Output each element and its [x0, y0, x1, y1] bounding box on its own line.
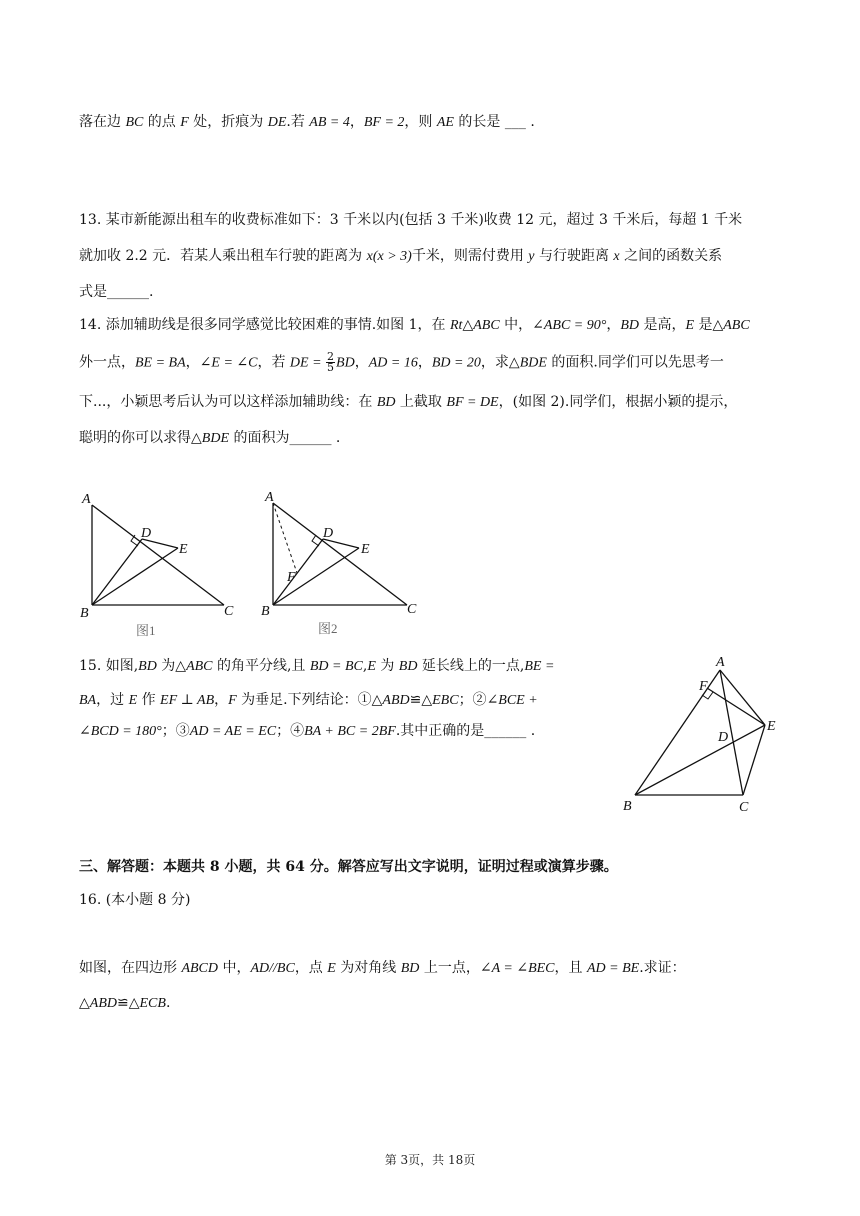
figure-2-caption: 图2 [318, 621, 338, 636]
q16-line-2 [79, 993, 170, 1014]
math: BC [125, 115, 144, 130]
text: 作 [137, 692, 161, 708]
vertex-E: E [179, 542, 188, 557]
q13-line-1 [79, 210, 742, 230]
math: y [528, 249, 535, 264]
text: △ [79, 995, 90, 1011]
math: AE [436, 115, 454, 130]
vertex-C: C [407, 602, 417, 617]
text: ，则 [404, 114, 437, 130]
text: ， [417, 354, 432, 371]
fraction [326, 352, 335, 373]
text: ， [214, 692, 229, 708]
math: BD [398, 659, 418, 674]
text: 是△ [694, 317, 724, 333]
math: E [128, 693, 138, 708]
math: ABD [89, 996, 117, 1011]
math: BDE [519, 355, 547, 371]
q14-line-2 [79, 352, 724, 374]
math: ∠ABC = 90° [532, 318, 607, 333]
text: 14. 添加辅助线是很多同学感觉比较困难的事情.如图 1，在 [79, 317, 450, 333]
math: BD [376, 395, 396, 410]
q15-line-3 [79, 721, 535, 742]
text: 为 [375, 658, 399, 674]
text: 聪明的你可以求得△ [79, 430, 202, 446]
text: ≌△ [409, 692, 433, 708]
math: AD = BE [586, 961, 640, 976]
math: ABC [473, 318, 500, 333]
math: BE = [524, 659, 555, 674]
text: 为△ [156, 658, 187, 674]
text: 的点 [143, 114, 181, 130]
fraction-denominator: 5 [327, 361, 335, 374]
text: 为垂足.下列结论：①△ [236, 692, 383, 708]
text: ， [185, 354, 200, 371]
text: 处，折痕为 [188, 114, 268, 130]
math: AD//BC [250, 961, 295, 976]
text: 为对角线 [335, 960, 401, 976]
text: ≌△ [117, 995, 140, 1011]
text: ， [354, 354, 369, 371]
vertex-D: D [718, 730, 729, 745]
math: BE = BA [135, 355, 186, 371]
text: .若 [286, 114, 310, 130]
q13-line-2 [79, 246, 722, 267]
math: ABC [723, 318, 750, 333]
math: BA + BC = 2BF [304, 724, 396, 739]
math: AD = AE = EC [189, 724, 277, 739]
text: △ [462, 317, 474, 333]
text: ， [606, 317, 621, 333]
math: x [613, 249, 620, 264]
text: 的面积为______ . [229, 430, 341, 446]
text: 13. 某市新能源出租车的收费标准如下：3 千米以内(包括 3 千米)收费 12 元，超过 3 千米后，每超 1 千米 [79, 212, 743, 228]
math: BF = 2 [363, 115, 405, 130]
vertex-B: B [80, 606, 89, 621]
math: BD [138, 659, 157, 674]
text: 之间的函数关系 [619, 248, 723, 264]
q14-line-1 [79, 315, 750, 336]
text: 上一点， [419, 960, 480, 976]
math: EBC [432, 693, 459, 708]
text: , [362, 658, 368, 674]
text: .求证： [639, 960, 686, 976]
math: BD [400, 961, 420, 976]
math: DE = [289, 355, 326, 371]
text: ；③ [161, 723, 190, 739]
text: ；④ [276, 723, 305, 739]
text: ，且 [554, 960, 587, 976]
math: ∠BCE + [486, 693, 538, 708]
q15-line-2 [79, 690, 538, 711]
text: 落在边 [79, 114, 126, 130]
math: ABCD [181, 961, 219, 976]
math: ABD [382, 693, 410, 708]
q14-line-4 [79, 428, 340, 449]
fraction-numerator: 2 [327, 350, 335, 363]
vertex-A: A [82, 492, 91, 507]
math: E [367, 659, 376, 674]
math: DE [267, 115, 287, 130]
q16-header: 16. (本小题 8 分) [79, 892, 191, 908]
vertex-B: B [261, 604, 270, 619]
figure-3 [615, 650, 795, 820]
math: AD = 16 [368, 355, 418, 371]
text: 下...，小颖思考后认为可以这样添加辅助线：在 [79, 394, 377, 410]
math: E [327, 961, 336, 976]
math: ∠E = ∠C [199, 355, 258, 371]
page-footer: 第 3页，共 18页 [384, 1153, 476, 1167]
vertex-B: B [623, 799, 632, 814]
text: ，(如图 2).同学们，根据小颖的提示， [498, 394, 738, 410]
vertex-D: D [323, 526, 334, 541]
q15-line-1 [79, 656, 554, 677]
math: F [180, 115, 189, 130]
text: ， [349, 114, 364, 130]
vertex-F: F [287, 570, 296, 585]
text: ，点 [294, 960, 328, 976]
math: ∠BCD = 180° [79, 724, 162, 739]
text: 的角平分线,且 [212, 658, 310, 674]
text: 就加收 2.2 元．若某人乘出租车行驶的距离为 [79, 248, 367, 264]
text: 的面积.同学们可以先思考一 [546, 354, 724, 371]
text: 外一点， [79, 354, 135, 371]
text: ，若 [257, 354, 290, 371]
text: . [165, 995, 171, 1011]
q16-line-1 [79, 958, 686, 979]
text: 式是______. [79, 284, 154, 300]
text: .其中正确的是______ . [395, 723, 536, 739]
vertex-F: F [699, 679, 708, 694]
math: Rt [449, 318, 463, 333]
math: ∠A = ∠BEC [479, 961, 555, 976]
text: ；② [458, 692, 487, 708]
text: 与行驶距离 [534, 248, 614, 264]
text: 千米，则需付费用 [411, 248, 529, 264]
text: ，求△ [480, 354, 520, 371]
text: 延长线上的一点, [417, 658, 525, 674]
math: EF ⊥ AB [160, 693, 215, 708]
text: 15. 如图, [79, 658, 139, 674]
figure-1 [74, 485, 244, 645]
math: BD [620, 318, 640, 333]
vertex-A: A [265, 490, 274, 505]
math: BD = 20 [431, 355, 481, 371]
text: 的长是 ___ . [453, 114, 535, 130]
q13-line-3 [79, 282, 153, 302]
vertex-C: C [224, 604, 234, 619]
vertex-E: E [767, 719, 776, 734]
q14-line-3 [79, 392, 737, 413]
figure-1-caption: 图1 [136, 623, 156, 638]
text: 中， [218, 960, 251, 976]
section-heading: 三、解答题：本题共 8 小题，共 64 分。解答应写出文字说明，证明过程或演算步骤。 [79, 859, 618, 875]
vertex-C: C [739, 800, 749, 815]
text: 是高， [639, 317, 686, 333]
q12-tail-line [79, 112, 535, 133]
math: E [685, 318, 695, 333]
math: ECB [139, 996, 166, 1011]
text: 如图，在四边形 [79, 960, 182, 976]
vertex-A: A [716, 655, 725, 670]
text: 中， [499, 317, 533, 333]
math: AB = 4 [309, 115, 350, 130]
math: BF = DE [446, 395, 499, 410]
figure-2 [255, 485, 430, 645]
text: 上截取 [395, 394, 447, 410]
math: ABC [186, 659, 213, 674]
math: x(x > 3) [366, 249, 412, 264]
math: BD = BC [309, 659, 363, 674]
math: F [228, 693, 237, 708]
math: BDE [201, 431, 229, 446]
text: ，过 [96, 692, 129, 708]
math: BA [79, 693, 97, 708]
vertex-D: D [141, 526, 152, 541]
math: BD [336, 355, 355, 371]
vertex-E: E [361, 542, 370, 557]
